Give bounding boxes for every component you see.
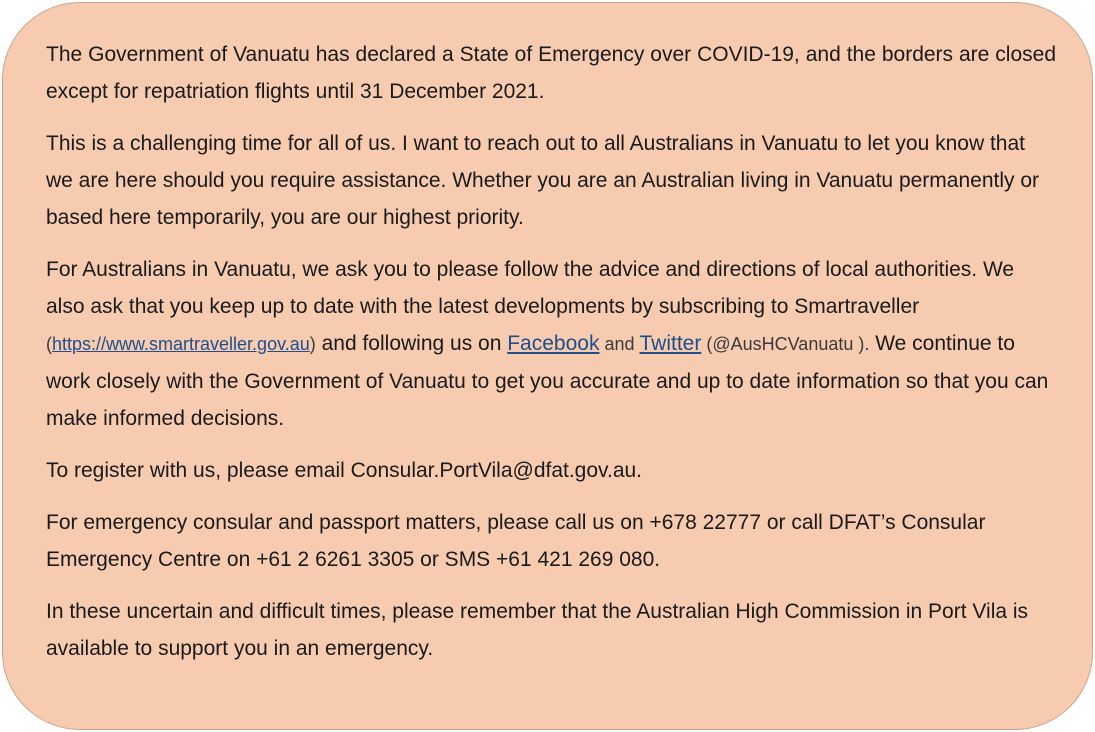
close-paren: ) <box>309 334 316 354</box>
open-paren: ( <box>46 334 52 354</box>
following-us-text: and following us on <box>315 332 508 355</box>
smartraveller-link[interactable]: https://www.smartraveller.gov.au <box>52 334 310 354</box>
paragraph-emergency-contacts: For emergency consular and passport matters, please call us on +678 22777 or call DFAT’s Consular Emergency Centre on +61 2 6261 3305 or SMS +61 421 269 080. <box>46 511 986 571</box>
continue-to-work-text: We continue to work closely with the Government of Vanuatu to get you accurate and up to date information so that you can make informed decisions. <box>46 332 1049 430</box>
twitter-handle: (@AusHCVanuatu ). <box>701 334 870 354</box>
notice-panel <box>2 2 1093 730</box>
notice-content <box>46 36 1056 682</box>
paragraph-follow-advice <box>46 251 1056 437</box>
twitter-link[interactable]: Twitter <box>639 332 702 355</box>
and-text: and <box>599 334 640 354</box>
paragraph-challenging-time: This is a challenging time for all of us. I want to reach out to all Australians in Vanuatu to let you know that we are here should you require assistance. Whether you are an Australian living in Vanuatu permanently or based here temporarily, you are our highest priority. <box>46 132 1040 229</box>
paragraph-support: In these uncertain and difficult times, please remember that the Australian High Commission in Port Vila is available to support you in an emergency. <box>46 600 1029 660</box>
paragraph-state-of-emergency: The Government of Vanuatu has declared a State of Emergency over COVID-19, and the borders are closed except for repatriation flights until 31 December 2021. <box>46 43 1056 103</box>
facebook-link[interactable]: Facebook <box>507 332 600 355</box>
paragraph-register: To register with us, please email Consular.PortVila@dfat.gov.au. <box>46 459 643 482</box>
follow-advice-text: For Australians in Vanuatu, we ask you to please follow the advice and directions of local authorities. We also ask that you keep up to date with the latest developments by subscribing to Smartraveller <box>46 258 1015 318</box>
